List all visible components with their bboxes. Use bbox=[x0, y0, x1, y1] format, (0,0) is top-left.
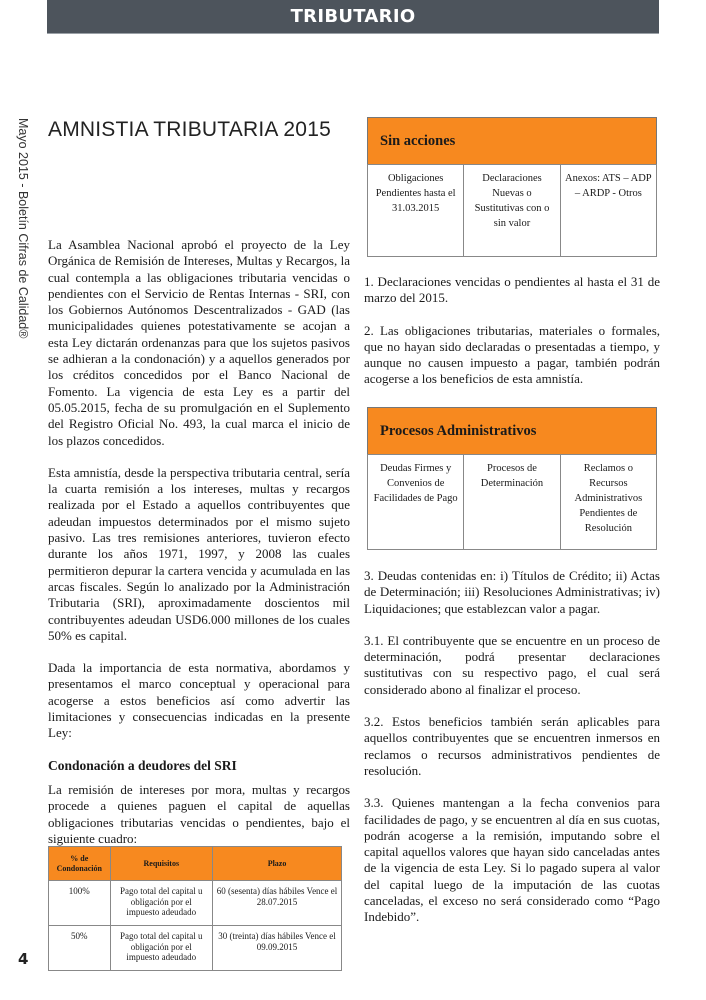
paragraph: La Asamblea Nacional aprobó el proyecto de la Ley Orgánica de Remisión de Intereses, Multas y Recargos, la cual contempla a las obligaciones tributaria vencidas o pendientes con el Servicio de Rentas Internas - SRI, con los Gobiernos Autónomos Descentralizados - GAD (las municipalidades quienes potestativamente se acojan a esta Ley dictarán ordenanzas para que los sujetos pasivos se adhieran a la condonación) y a aquellos generados por los créditos concedidos por el Banco Nacional de Fomento. La vigencia de esta Ley es a partir del 05.05.2015, fecha de su promulgación en el Suplemento del Registro Oficial No. 493, la cual marca el inicio de los plazos concedidos. bbox=[48, 237, 350, 448]
paragraph: 3.1. El contribuyente que se encuentre en un proceso de determinación, podrá presentar declaraciones sustitutivas con su respectivo pago, el cual será considerado abono al finalizar el proceso. bbox=[364, 632, 660, 697]
table-cell: 100% bbox=[49, 881, 111, 926]
table-cell: 30 (treinta) días hábiles Vence el 09.09.2015 bbox=[213, 926, 342, 971]
table-cell: Pago total del capital u obligación por el impuesto adeudado bbox=[110, 881, 213, 926]
paragraph: 2. Las obligaciones tributarias, materiales o formales, que no hayan sido declaradas o presentadas a tiempo, y aunque no causen impuesto a pagar, también podrán acogerse a los beneficios de esta amnistía. bbox=[364, 322, 660, 387]
right-column-bottom bbox=[364, 568, 660, 942]
paragraph: Dada la importancia de esta normativa, abordamos y presentamos el marco conceptual y operacional para acogerse a estos beneficios así como advertir las limitaciones y consecuencias indicadas en la presente Ley: bbox=[48, 660, 350, 741]
article-title: AMNISTIA TRIBUTARIA 2015 bbox=[48, 118, 331, 141]
paragraph: 3. Deudas contenidas en: i) Títulos de Crédito; ii) Actas de Determinación; iii) Resoluciones Administrativas; iv) Liquidaciones; que establezcan valor a pagar. bbox=[364, 568, 660, 616]
section-title: TRIBUTARIO bbox=[290, 6, 416, 27]
sin-acciones-table bbox=[367, 117, 657, 257]
column-header: Plazo bbox=[213, 847, 342, 881]
table-cell: Anexos: ATS – ADP – ARDP - Otros bbox=[560, 165, 656, 257]
table-title: Sin acciones bbox=[368, 118, 657, 165]
sidebar-caption bbox=[14, 118, 32, 388]
page-number: 4 bbox=[18, 950, 29, 968]
left-column bbox=[48, 237, 350, 863]
table-cell: 60 (sesenta) días hábiles Vence el 28.07.2015 bbox=[213, 881, 342, 926]
table-cell: 50% bbox=[49, 926, 111, 971]
table-cell: Declaraciones Nuevas o Sustitutivas con o sin valor bbox=[464, 165, 560, 257]
condonacion-table bbox=[48, 846, 342, 971]
table-cell: Deudas Firmes y Convenios de Facilidades de Pago bbox=[368, 455, 464, 550]
table-cell: Pago total del capital u obligación por el impuesto adeudado bbox=[110, 926, 213, 971]
column-header: % de Condonación bbox=[49, 847, 111, 881]
right-column-top bbox=[364, 274, 660, 404]
paragraph: Esta amnistía, desde la perspectiva tributaria central, sería la cuarta remisión a los intereses, multas y recargos realizada por el Estado a aquellos contribuyentes que adeudan impuestos determinados por el mismo sujeto pasivo. Las tres remisiones anteriores, tuvieron efecto durante los años 1971, 1997, y 2008 las cuales permitieron depurar la cartera vencida y acumulada en las arcas fiscales. Según lo analizado por la Administración Tributaria (SRI), aproximadamente doscientos mil contribuyentes adeudan USD6.000 millones de los cuales 50% es capital. bbox=[48, 464, 350, 643]
table-title: Procesos Administrativos bbox=[368, 408, 657, 455]
table-row bbox=[49, 881, 342, 926]
paragraph: La remisión de intereses por mora, multas y recargos procede a quienes paguen el capital de aquellas obligaciones tributarias vencidas o pendientes, bajo el siguiente cuadro: bbox=[48, 781, 350, 846]
subheading: Condonación a deudores del SRI bbox=[48, 757, 237, 773]
paragraph: 1. Declaraciones vencidas o pendientes al hasta el 31 de marzo del 2015. bbox=[364, 274, 660, 306]
table-cell: Procesos de Determinación bbox=[464, 455, 560, 550]
table-row bbox=[49, 926, 342, 971]
sidebar-text: Mayo 2015 - Boletín Cifras de Calidad® bbox=[16, 118, 30, 339]
procesos-administrativos-table bbox=[367, 407, 657, 550]
table-cell: Obligaciones Pendientes hasta el 31.03.2015 bbox=[368, 165, 464, 257]
section-banner bbox=[47, 0, 659, 34]
column-header: Requisitos bbox=[110, 847, 213, 881]
paragraph: 3.3. Quienes mantengan a la fecha convenios para facilidades de pago, y se encuentren al día en sus cuotas, podrán acogerse a la remisión, imputando sobre el capital aquellos valores que hayan sido canceladas antes de la vigencia de esta Ley. Si lo pagado supera al valor del capital luego de la imputación de las cuotas canceladas, el exceso no será considerado como “Pago Indebido”. bbox=[364, 795, 660, 925]
table-cell: Reclamos o Recursos Administrativos Pendientes de Resolución bbox=[560, 455, 656, 550]
paragraph: 3.2. Estos beneficios también serán aplicables para aquellos contribuyentes que se encuentren inmersos en reclamos o recursos administrativos pendientes de resolución. bbox=[364, 714, 660, 778]
